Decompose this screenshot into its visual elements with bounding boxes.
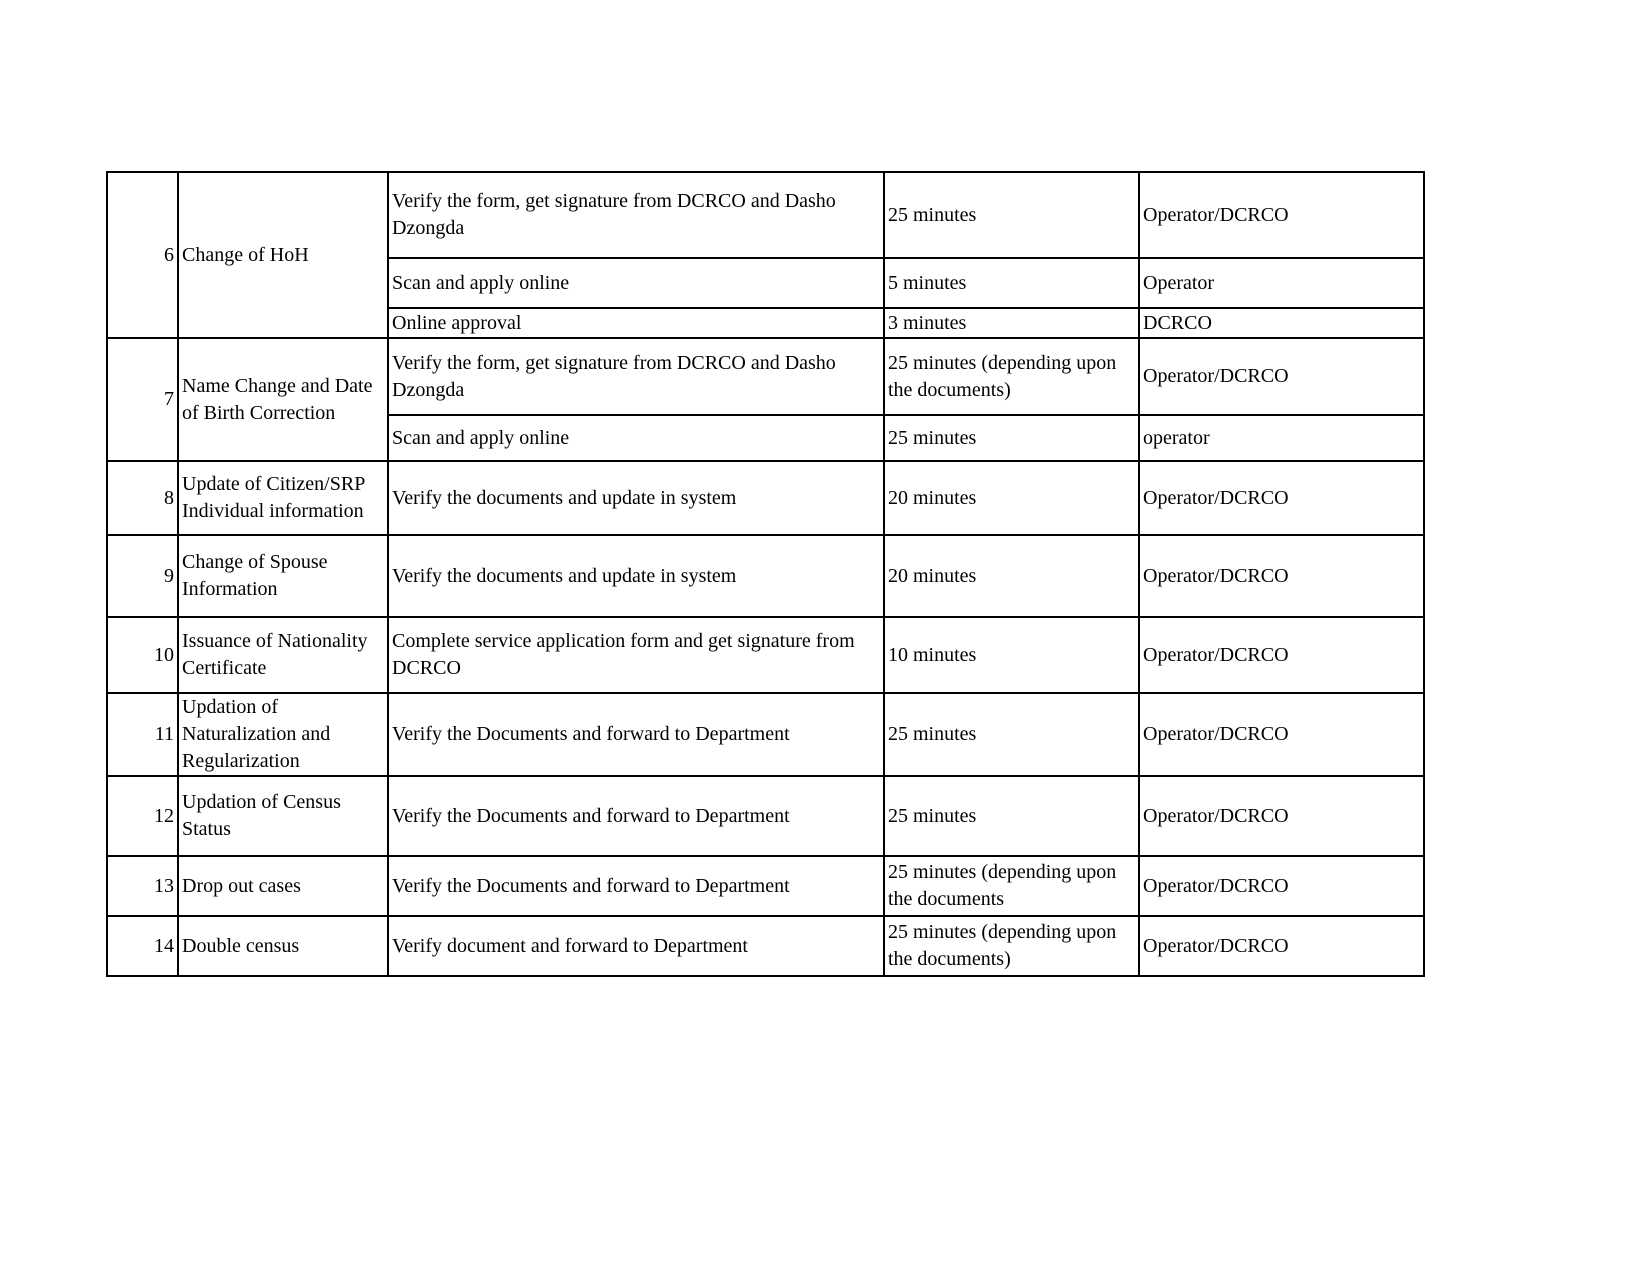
- time-required: 25 minutes (depending upon the documents): [884, 338, 1139, 415]
- process-step: Scan and apply online: [388, 415, 884, 461]
- service-name: Updation of Naturalization and Regularization: [178, 693, 388, 776]
- time-required: 25 minutes: [884, 172, 1139, 258]
- process-step: Verify the form, get signature from DCRCO and Dasho Dzongda: [388, 338, 884, 415]
- time-required: 3 minutes: [884, 308, 1139, 338]
- table-row: [107, 693, 1424, 776]
- time-required: 20 minutes: [884, 461, 1139, 535]
- service-number: 6: [107, 172, 178, 338]
- responsible-person: Operator/DCRCO: [1139, 693, 1424, 776]
- service-number: 9: [107, 535, 178, 617]
- responsible-person: Operator/DCRCO: [1139, 172, 1424, 258]
- process-step: Verify the Documents and forward to Department: [388, 856, 884, 916]
- process-step: Verify document and forward to Department: [388, 916, 884, 976]
- time-required: 25 minutes (depending upon the documents): [884, 916, 1139, 976]
- table-row: [107, 338, 1424, 415]
- responsible-person: Operator/DCRCO: [1139, 856, 1424, 916]
- responsible-person: Operator/DCRCO: [1139, 461, 1424, 535]
- service-number: 12: [107, 776, 178, 856]
- service-name: Update of Citizen/SRP Individual information: [178, 461, 388, 535]
- service-name: Double census: [178, 916, 388, 976]
- responsible-person: Operator: [1139, 258, 1424, 308]
- responsible-person: DCRCO: [1139, 308, 1424, 338]
- process-step: Verify the documents and update in system: [388, 535, 884, 617]
- service-name: Change of Spouse Information: [178, 535, 388, 617]
- time-required: 20 minutes: [884, 535, 1139, 617]
- service-name: Drop out cases: [178, 856, 388, 916]
- process-step: Verify the form, get signature from DCRCO and Dasho Dzongda: [388, 172, 884, 258]
- time-required: 10 minutes: [884, 617, 1139, 693]
- process-step: Verify the documents and update in system: [388, 461, 884, 535]
- table-row: [107, 856, 1424, 916]
- table-row: [107, 461, 1424, 535]
- process-step: Verify the Documents and forward to Department: [388, 776, 884, 856]
- responsible-person: Operator/DCRCO: [1139, 776, 1424, 856]
- service-name: Issuance of Nationality Certificate: [178, 617, 388, 693]
- service-number: 13: [107, 856, 178, 916]
- time-required: 5 minutes: [884, 258, 1139, 308]
- process-step: Verify the Documents and forward to Department: [388, 693, 884, 776]
- service-number: 10: [107, 617, 178, 693]
- table-row: [107, 535, 1424, 617]
- responsible-person: operator: [1139, 415, 1424, 461]
- service-number: 11: [107, 693, 178, 776]
- responsible-person: Operator/DCRCO: [1139, 617, 1424, 693]
- service-number: 7: [107, 338, 178, 461]
- service-table: [106, 171, 1425, 977]
- process-step: Complete service application form and get signature from DCRCO: [388, 617, 884, 693]
- responsible-person: Operator/DCRCO: [1139, 535, 1424, 617]
- time-required: 25 minutes (depending upon the documents: [884, 856, 1139, 916]
- service-name: Updation of Census Status: [178, 776, 388, 856]
- time-required: 25 minutes: [884, 415, 1139, 461]
- service-name: Change of HoH: [178, 172, 388, 338]
- time-required: 25 minutes: [884, 776, 1139, 856]
- table-row: [107, 916, 1424, 976]
- responsible-person: Operator/DCRCO: [1139, 916, 1424, 976]
- table-row: [107, 776, 1424, 856]
- responsible-person: Operator/DCRCO: [1139, 338, 1424, 415]
- process-step: Scan and apply online: [388, 258, 884, 308]
- time-required: 25 minutes: [884, 693, 1139, 776]
- process-step: Online approval: [388, 308, 884, 338]
- service-number: 14: [107, 916, 178, 976]
- table-row: [107, 617, 1424, 693]
- table-row: [107, 172, 1424, 258]
- service-number: 8: [107, 461, 178, 535]
- service-name: Name Change and Date of Birth Correction: [178, 338, 388, 461]
